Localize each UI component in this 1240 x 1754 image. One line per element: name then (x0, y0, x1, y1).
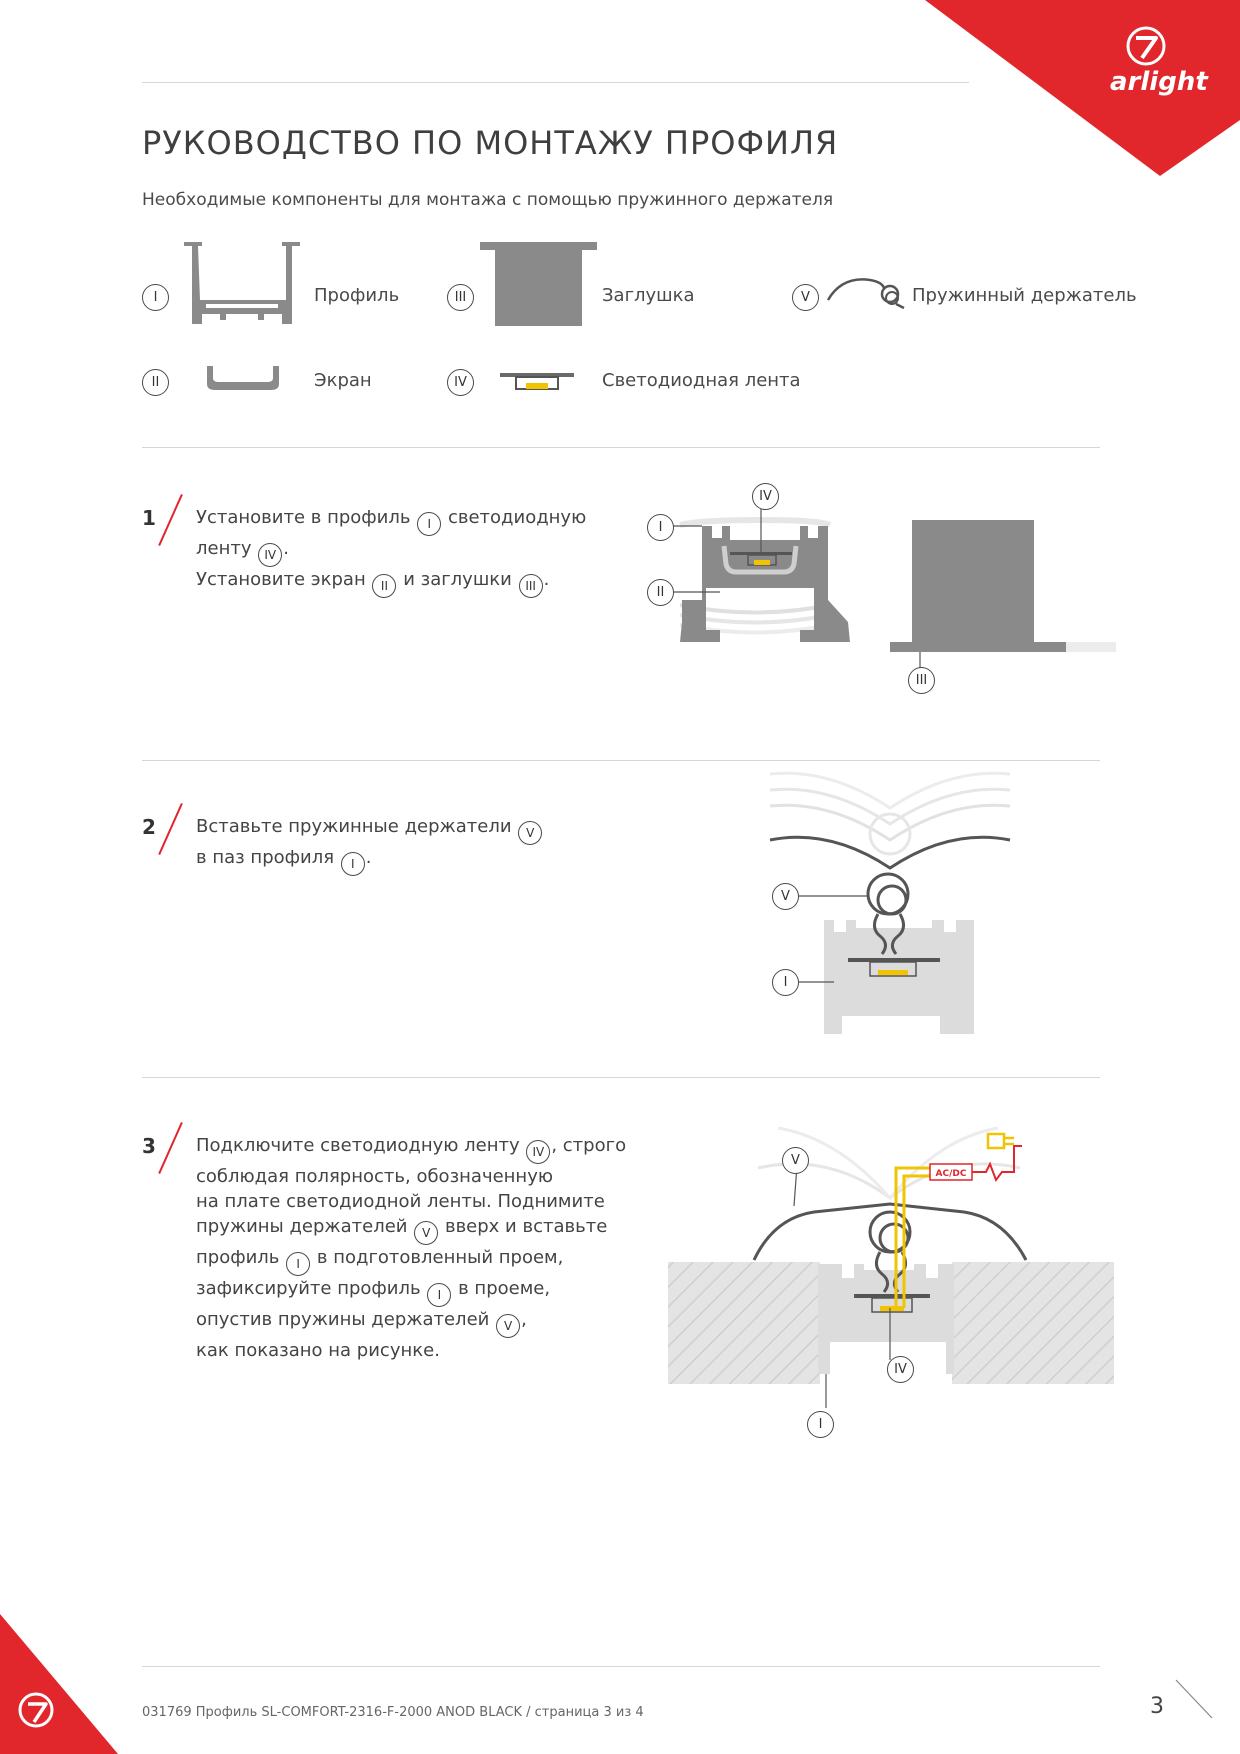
component-ref: IV (526, 1140, 550, 1164)
step-instructions: Вставьте пружинные держатели V в паз профиля I . (196, 814, 543, 876)
step-slash (158, 803, 183, 855)
component-label: Пружинный держатель (912, 285, 1137, 306)
step-1-end-cap-illustration (888, 518, 1118, 678)
callout-IV: IV (752, 483, 779, 510)
spring-holder-icon (826, 274, 906, 314)
component-ref: V (518, 821, 542, 845)
callout-I: I (647, 514, 674, 541)
end-cap-icon (480, 242, 597, 326)
component-number: I (142, 284, 169, 311)
page-number: 3 (1150, 1694, 1164, 1719)
component-ref: II (372, 574, 396, 598)
step-number: 3 (142, 1134, 156, 1158)
callout-II: II (647, 579, 674, 606)
component-number: V (792, 284, 819, 311)
component-ref: III (519, 574, 543, 598)
section-rule (142, 447, 1100, 448)
power-supply-label: AC/DC (935, 1169, 967, 1179)
step-slash (158, 1122, 183, 1174)
components-subtitle: Необходимые компоненты для монтажа с помощью пружинного держателя (142, 190, 834, 210)
component-number: II (142, 369, 169, 396)
component-number: IV (447, 369, 474, 396)
brand-name: arlight (1110, 67, 1208, 97)
page-title: РУКОВОДСТВО ПО МОНТАЖУ ПРОФИЛЯ (142, 124, 839, 162)
step-3-installation-illustration (668, 1108, 1114, 1388)
footer-brand-corner (0, 1614, 120, 1754)
component-ref: I (341, 852, 365, 876)
step-instructions: Установите в профиль I светодиодную ленту IV . Установите экран II и заглушки III . (196, 505, 586, 598)
step-slash (158, 494, 183, 546)
header-rule (142, 82, 969, 83)
component-label: Светодиодная лента (602, 370, 801, 391)
step-instructions: Подключите светодиодную ленту IV , строго соблюдая полярность, обозначенную на плате светодиодной ленты. Поднимите пружины держателей V вверх и вставьте профиль I в подготовленный проем, зафиксируйте профиль I в проеме, опустив пружины держателей V , как показано на рисунке. (196, 1135, 627, 1361)
step-number: 2 (142, 815, 156, 839)
component-ref: V (414, 1221, 438, 1245)
page-corner-line (1176, 1680, 1214, 1720)
callout-III: III (908, 667, 935, 694)
component-label: Экран (314, 370, 372, 391)
section-rule (142, 1077, 1100, 1078)
component-ref: V (496, 1314, 520, 1338)
profile-icon (182, 240, 302, 326)
screen-icon (205, 364, 281, 392)
callout-I: I (807, 1411, 834, 1438)
arlight-logo-icon[interactable] (1110, 24, 1220, 104)
component-number: III (447, 284, 474, 311)
callout-V: V (772, 883, 799, 910)
step-1-profile-illustration (640, 480, 860, 650)
component-ref: I (286, 1252, 310, 1276)
step-number: 1 (142, 506, 156, 530)
component-label: Заглушка (602, 285, 695, 306)
callout-I: I (772, 969, 799, 996)
section-rule (142, 760, 1100, 761)
component-ref: I (417, 512, 441, 536)
callout-IV: IV (887, 1356, 914, 1383)
footer-rule (142, 1666, 1100, 1667)
step-2-spring-illustration (760, 768, 1020, 1048)
component-ref: I (427, 1283, 451, 1307)
callout-V: V (782, 1147, 809, 1174)
led-strip-icon (500, 372, 574, 392)
component-ref: IV (258, 543, 282, 567)
component-label: Профиль (314, 285, 400, 306)
footer-document-info: 031769 Профиль SL-COMFORT-2316-F-2000 ANOD BLACK / страница 3 из 4 (142, 1705, 644, 1720)
